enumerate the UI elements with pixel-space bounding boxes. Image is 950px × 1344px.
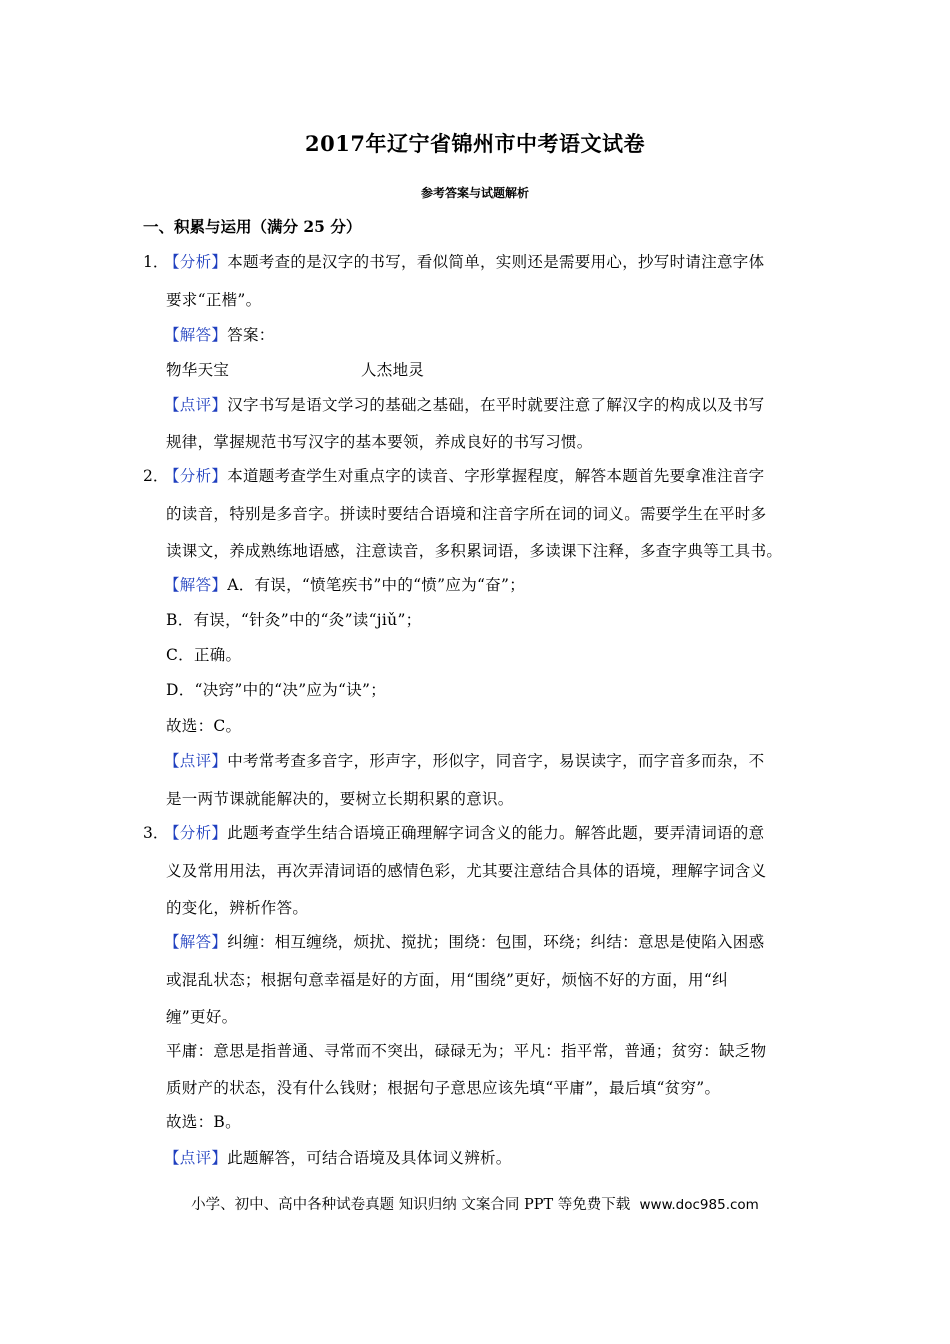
footer-text: 小学、初中、高中各种试卷真题 知识归纳 文案合同 PPT 等免费下载 (191, 1197, 631, 1213)
answer-tag: 【解答】 (164, 326, 228, 344)
page-footer (0, 1193, 950, 1214)
q3-answer-text: 纠缠：相互缠绕，烦扰、搅扰；围绕：包围，环绕；纠结：意思是使陷入困惑 (227, 933, 765, 951)
q3-answer-line-3: 缠”更好。 (166, 1008, 238, 1026)
q1-analysis-text: 本题考查的是汉字的书写，看似简单，实则还是需要用心，抄写时请注意字体 (227, 253, 765, 271)
q2-analysis-line-2: 的读音，特别是多音字。拼读时要结合语境和注音字所在词的词义。需要学生在平时多 (166, 505, 767, 523)
q2-comment-text: 中考常考查多音字，形声字，形似字，同音字，易误读字，而字音多而杂，不 (227, 752, 765, 770)
q3-analysis-line-2: 义及常用用法，再次弄清词语的感情色彩，尤其要注意结合具体的语境，理解字词含义 (166, 862, 767, 880)
analysis-tag: 【分析】 (164, 467, 228, 485)
answer-tag: 【解答】 (164, 576, 228, 594)
q2-answer-line-4: D．“决窍”中的“决”应为“诀”； (166, 681, 387, 699)
q2-analysis-line-3: 读课文，养成熟练地语感，注意读音，多积累词语，多读课下注释，多查字典等工具书。 (166, 542, 783, 560)
q2-analysis-line-1 (164, 464, 764, 486)
q3-analysis-text: 此题考查学生结合语境正确理解字词含义的能力。解答此题，要弄清词语的意 (227, 824, 765, 842)
question-1-number: 1． (143, 253, 169, 271)
q3-analysis-line-3: 的变化，辨析作答。 (166, 899, 309, 917)
q3-answer-line-4: 平庸：意思是指普通、寻常而不突出，碌碌无为；平凡：指平常，普通；贫穷：缺乏物 (166, 1042, 767, 1060)
q2-comment-line-2: 是一两节课就能解决的，要树立长期积累的意识。 (166, 790, 514, 808)
q3-answer-line-6: 故选：B。 (166, 1113, 241, 1131)
q1-comment-line-1 (164, 393, 764, 415)
comment-tag: 【点评】 (164, 396, 228, 414)
q3-answer-line-2: 或混乱状态；根据句意幸福是好的方面，用“围绕”更好，烦恼不好的方面，用“纠 (166, 971, 728, 989)
q1-answer-text: 答案： (227, 326, 275, 344)
q1-analysis-line-2: 要求“正楷”。 (166, 291, 262, 309)
answer-tag: 【解答】 (164, 933, 228, 951)
comment-tag: 【点评】 (164, 1149, 228, 1167)
q2-answer-line-1 (164, 573, 525, 595)
q1-comment-text: 汉字书写是语文学习的基础之基础，在平时就要注意了解汉字的构成以及书写 (227, 396, 765, 414)
question-2-number: 2． (143, 467, 169, 485)
q3-answer-line-1 (164, 930, 764, 952)
q2-answer-text: A．有误，“愤笔疾书”中的“愤”应为“奋”； (227, 576, 526, 594)
section-heading: 一、积累与运用（满分 25 分） (143, 217, 362, 236)
q2-comment-line-1 (164, 749, 764, 771)
q2-answer-line-3: C．正确。 (166, 646, 242, 664)
q1-answer-word-1: 物华天宝 (166, 361, 230, 379)
q2-answer-line-5: 故选：C。 (166, 717, 242, 735)
q1-answer-line-1 (164, 323, 275, 345)
analysis-tag: 【分析】 (164, 253, 228, 271)
document-subtitle: 参考答案与试题解析 (420, 186, 529, 200)
q3-answer-line-5: 质财产的状态，没有什么钱财；根据句子意思应该先填“平庸”，最后填“贫穷”。 (166, 1079, 721, 1097)
q1-answer-word-2: 人杰地灵 (361, 361, 425, 379)
comment-tag: 【点评】 (164, 752, 228, 770)
footer-url-link[interactable]: www.doc985.com (639, 1197, 759, 1213)
analysis-tag: 【分析】 (164, 824, 228, 842)
question-3-number: 3． (143, 824, 169, 842)
q1-comment-line-2: 规律，掌握规范书写汉字的基本要领，养成良好的书写习惯。 (166, 433, 593, 451)
q2-analysis-text: 本道题考查学生对重点字的读音、字形掌握程度，解答本题首先要拿准注音字 (227, 467, 765, 485)
q3-comment-text: 此题解答，可结合语境及具体词义辨析。 (227, 1149, 512, 1167)
q2-answer-line-2: B．有误，“针灸”中的“灸”读“jiǔ”； (166, 611, 422, 629)
q3-analysis-line-1 (164, 821, 764, 843)
q1-analysis-line-1 (164, 250, 764, 272)
q3-comment-line-1 (164, 1146, 512, 1168)
document-title: 2017年辽宁省锦州市中考语文试卷 (305, 131, 645, 156)
